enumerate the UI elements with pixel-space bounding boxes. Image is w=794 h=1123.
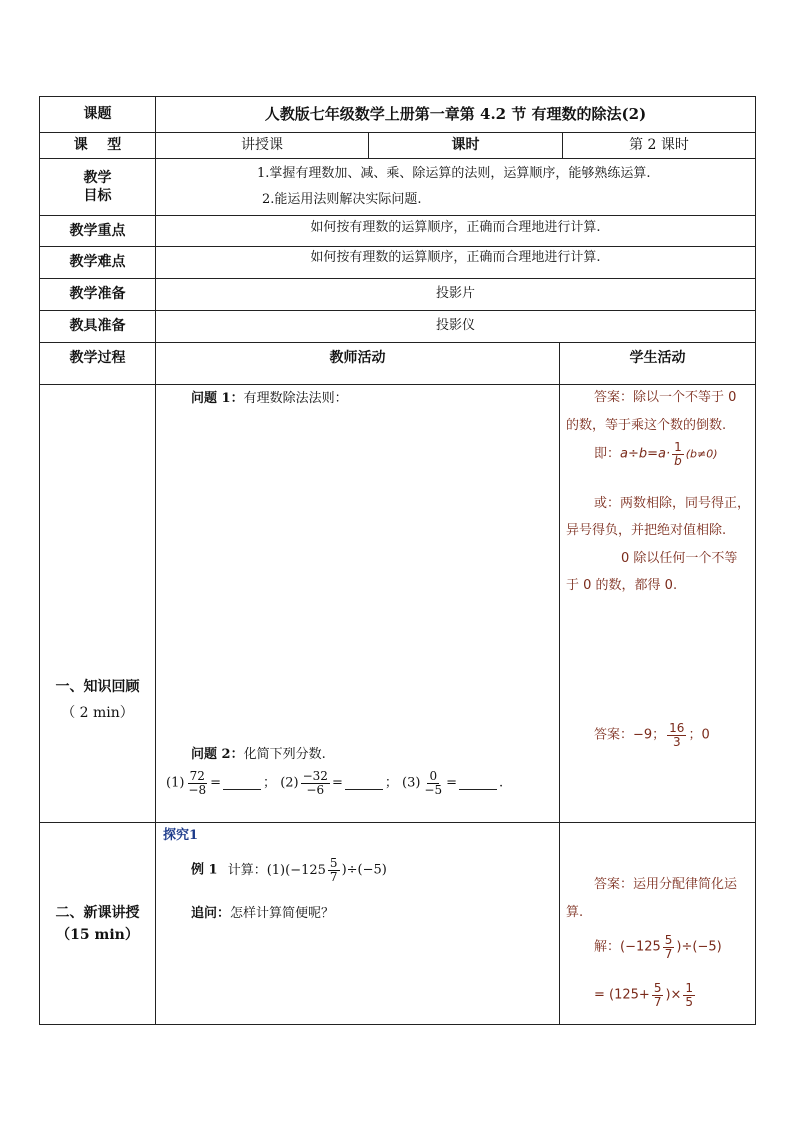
solution-2-num: 5 <box>653 981 662 995</box>
period-value: 第 2 课时 <box>629 137 689 154</box>
key-points-value: 如何按有理数的运算顺序，正确而合理地进行计算. <box>310 219 601 235</box>
solution-2-fraction <box>652 982 664 1008</box>
exercise-1-eq: = <box>210 775 222 791</box>
solution-2-prefix: = (125+ <box>594 987 650 1003</box>
answer-1-c-prefix: 即： <box>594 446 621 462</box>
equipment-label: 教具准备 <box>69 318 126 335</box>
equipment-value: 投影仪 <box>435 318 475 334</box>
answer-2-fraction <box>667 722 686 748</box>
exercise-1-prefix: (1) <box>166 775 185 791</box>
exercise-3-eq: = <box>446 775 458 791</box>
answer-blank <box>459 777 497 790</box>
section2-title <box>40 898 155 950</box>
solution-1-prefix: 解：(−125 <box>594 939 661 955</box>
process-header-col3: 学生活动 <box>629 349 686 366</box>
process-header-col2: 教师活动 <box>329 349 386 366</box>
preparation-label: 教学准备 <box>69 286 126 303</box>
rule <box>39 1024 755 1025</box>
answer-1-line-g: 于 0 的数，都得 0. <box>566 578 678 593</box>
followup-label: 追问： <box>191 906 231 921</box>
type-value: 讲授课 <box>241 137 283 154</box>
answer-1-line-b: 的数，等于乘这个数的倒数. <box>566 418 727 433</box>
period-label: 课时 <box>451 137 480 154</box>
answer-3-line-a: 答案：运用分配律简化运 <box>594 877 738 892</box>
answer-1-c-fraction <box>672 441 684 467</box>
question-1 <box>191 387 348 406</box>
solution-1-tail: )÷(−5) <box>676 939 722 955</box>
answer-blank <box>345 777 383 790</box>
rule <box>39 822 755 823</box>
section2-title-text: 二、新课讲授 <box>55 904 140 921</box>
exercise-2-sep: ； <box>384 775 398 791</box>
example-1-den: 7 <box>329 869 338 884</box>
example-1-fraction <box>328 857 340 883</box>
exercise-2-eq: = <box>331 775 343 791</box>
answer-2 <box>594 722 710 748</box>
solution-line-2 <box>594 982 697 1008</box>
answer-1-line-e: 异号得负，并把绝对值相除. <box>566 523 727 538</box>
exercise-2-prefix: (2) <box>280 775 299 791</box>
difficulties-label: 教学难点 <box>69 254 126 271</box>
answer-2-den: 3 <box>672 734 681 749</box>
section1-title <box>40 670 155 730</box>
exercise-1-fraction <box>186 770 208 796</box>
question-1-label: 问题 1： <box>191 391 244 406</box>
solution-2-mid: )× <box>665 987 682 1003</box>
answer-1-line-f: 0 除以任何一个不等 <box>621 551 738 566</box>
solution-2-den-2: 5 <box>685 994 694 1009</box>
exercise-3-num: 0 <box>429 769 438 783</box>
answer-blank <box>223 777 261 790</box>
exercise-2-fraction <box>301 770 330 796</box>
answer-3-line-b: 算. <box>566 905 584 920</box>
answer-2-num: 16 <box>669 721 685 735</box>
followup-text: 怎样计算简便呢？ <box>230 906 335 921</box>
answer-1-line-a: 答案：除以一个不等于 0 <box>594 390 737 405</box>
followup-question <box>191 902 334 921</box>
exercise-1-sep: ； <box>263 775 277 791</box>
exercise-3-prefix: (3) <box>402 775 421 791</box>
question-2 <box>191 743 326 762</box>
process-header-col1: 教学过程 <box>69 349 126 366</box>
rule <box>559 342 560 1025</box>
key-points-label: 教学重点 <box>69 222 126 239</box>
example-1-num: 5 <box>329 856 338 870</box>
answer-1-line-c <box>594 441 718 467</box>
answer-1-line-d: 或：两数相除，同号得正， <box>594 496 751 511</box>
answer-1-c-formula: a÷b=a· <box>620 446 671 462</box>
question-2-text: 化简下列分数. <box>243 747 326 762</box>
explore-heading: 探究1 <box>163 828 199 843</box>
answer-1-c-cond: (b≠0) <box>685 447 718 461</box>
exercise-1-den: −8 <box>188 782 207 797</box>
solution-2-fraction-2 <box>683 982 695 1008</box>
exercise-2-num: −32 <box>302 769 328 783</box>
solution-line-1 <box>594 934 722 960</box>
difficulties-value: 如何按有理数的运算顺序，正确而合理地进行计算. <box>310 249 601 265</box>
question-2-exercises <box>166 770 503 796</box>
question-1-text: 有理数除法法则： <box>243 391 348 406</box>
exercise-2-den: −6 <box>306 782 325 797</box>
solution-1-fraction <box>663 934 675 960</box>
solution-1-num: 5 <box>664 933 673 947</box>
objective-item-1: 1.掌握有理数加、减、乘、除运算的法则，运算顺序，能够熟练运算. <box>257 166 651 181</box>
objectives-label-line1: 教学 <box>83 169 112 186</box>
solution-1-den: 7 <box>664 946 673 961</box>
objectives-label-line2: 目标 <box>83 188 112 204</box>
exercise-3-end: . <box>499 775 504 791</box>
preparation-value: 投影片 <box>435 286 475 302</box>
objectives-label <box>40 159 155 215</box>
solution-2-den: 7 <box>653 994 662 1009</box>
answer-2-suffix: ；0 <box>688 727 710 743</box>
solution-2-num-2: 1 <box>685 981 694 995</box>
example-1-tail: )÷(−5) <box>341 862 387 878</box>
section2-duration: （15 min） <box>56 927 139 943</box>
section1-title-text: 一、知识回顾 <box>55 678 140 695</box>
question-2-label: 问题 2： <box>191 747 244 762</box>
topic-value: 人教版七年级数学上册第一章第 4.2 节 有理数的除法(2) <box>264 104 647 123</box>
section1-duration: （ 2 min） <box>61 705 134 721</box>
objective-item-2: 2.能运用法则解决实际问题. <box>262 192 422 207</box>
example-1-text: 计算：(1)(−125 <box>227 862 326 878</box>
exercise-3-fraction <box>422 770 444 796</box>
example-1 <box>191 857 387 883</box>
type-label: 课 型 <box>73 137 122 154</box>
answer-1-c-num: 1 <box>674 440 682 454</box>
rule <box>755 96 756 1025</box>
answer-1-c-den: b <box>674 453 682 468</box>
answer-2-prefix: 答案：−9； <box>594 727 666 743</box>
exercise-3-den: −5 <box>424 782 443 797</box>
example-1-label: 例 1 <box>191 862 218 878</box>
topic-label: 课题 <box>83 106 112 123</box>
exercise-1-num: 72 <box>189 769 205 783</box>
rule <box>39 384 755 385</box>
